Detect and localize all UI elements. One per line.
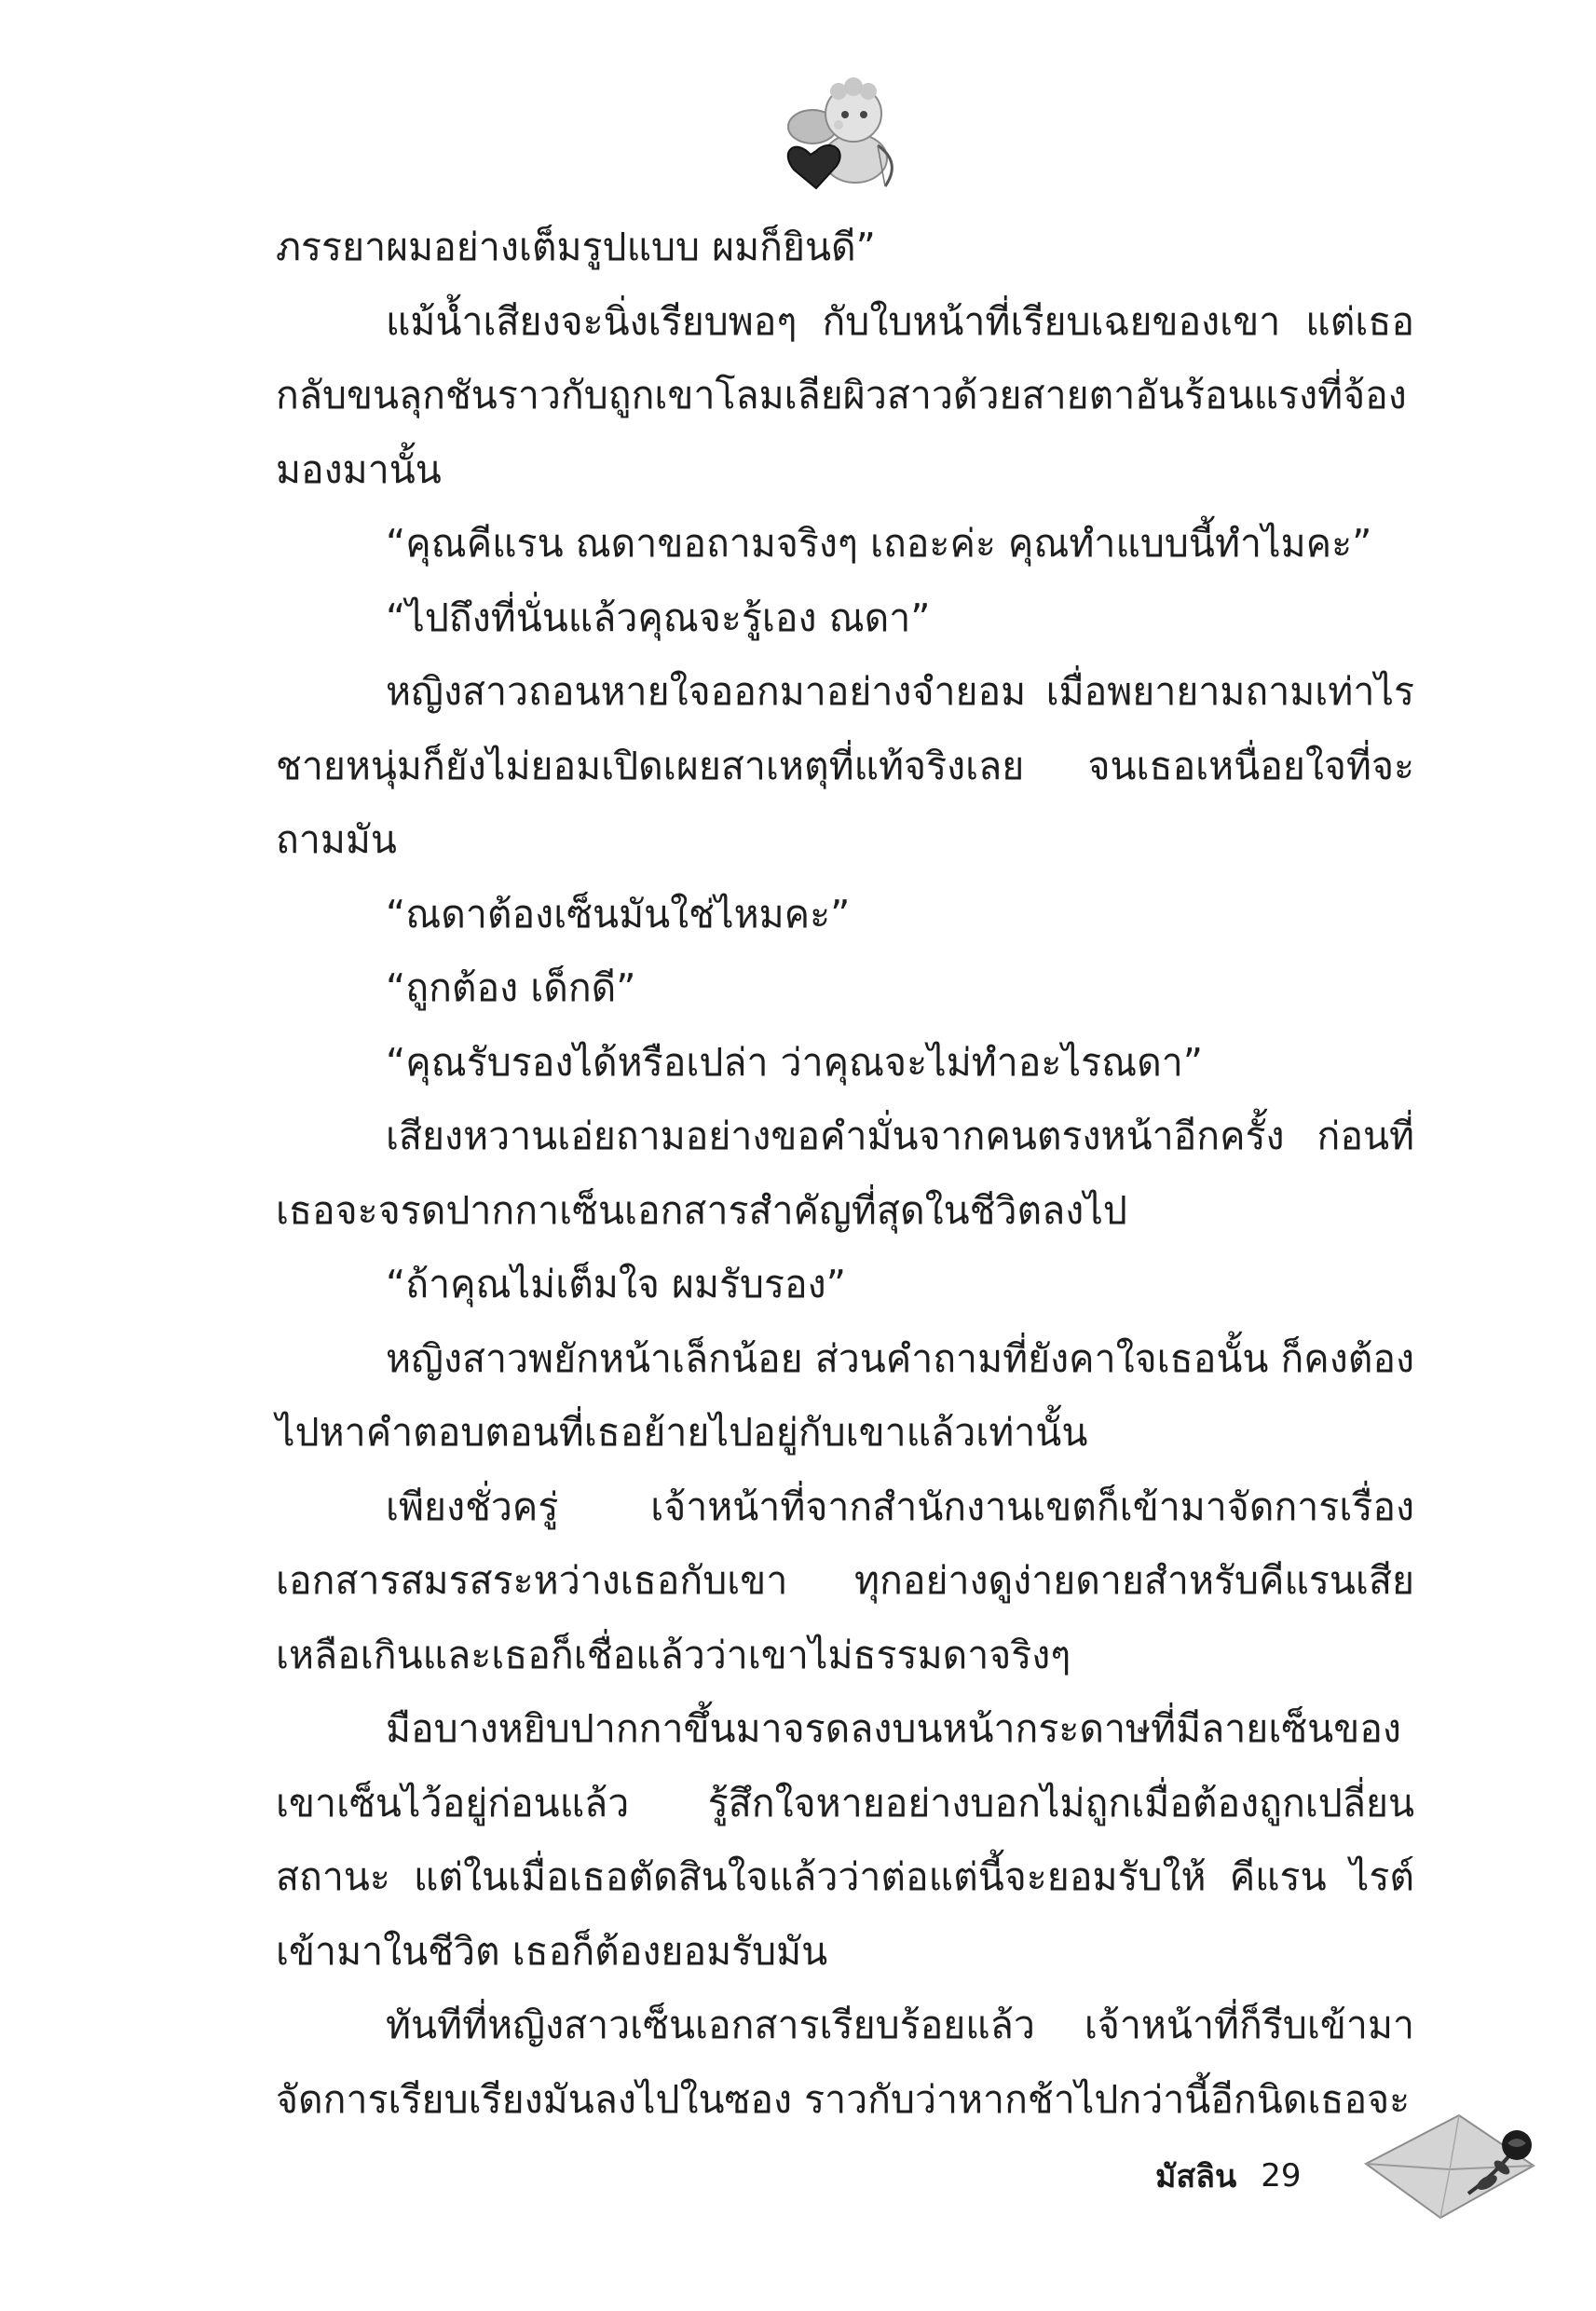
paragraph: หญิงสาวพยักหน้าเล็กน้อย ส่วนคำถามที่ยังคาใจเธอนั้น ก็คงต้องไปหาคำตอบตอนที่เธอย้ายไปอยู่กับเขาแล้วเท่านั้น [276,1335,1414,1455]
paragraph: “ณดาต้องเซ็นมันใช่ไหมคะ” [386,891,851,937]
paragraph: “คุณรับรองได้หรือเปล่า ว่าคุณจะไม่ทำอะไรณดา” [386,1039,1204,1085]
paragraph: “ถูกต้อง เด็กดี” [386,965,636,1010]
footer-author: มัสลิน [1155,2158,1237,2195]
paragraph: ภรรยาผมอย่างเต็มรูปแบบ ผมก็ยินดี” [276,225,876,269]
page-footer [1155,2148,1302,2204]
paragraph: “ถ้าคุณไม่เต็มใจ ผมรับรอง” [386,1262,846,1306]
paragraph: เสียงหวานเอ่ยถามอย่างขอคำมั่นจากคนตรงหน้าอีกครั้ง ก่อนที่เธอจะจรดปากกาเซ็นเอกสารสำคัญที่สุดในชีวิตลงไป [276,1114,1414,1233]
paragraph: เพียงชั่วครู่ เจ้าหน้าที่จากสำนักงานเขตก็เข้ามาจัดการเรื่องเอกสารสมรสระหว่างเธอกับเขา ทุกอย่างดูง่ายดายสำหรับคีแรนเสียเหลือเกินและเธอก็เชื่อแล้วว่าเขาไม่ธรรมดาจริงๆ [276,1484,1414,1677]
page-number: 29 [1261,2157,1302,2195]
cupid-with-heart-icon [773,73,913,194]
envelope-with-rose-icon [1357,2108,1543,2229]
paragraph: “คุณคีแรน ณดาขอถามจริงๆ เถอะค่ะ คุณทำแบบนี้ทำไมคะ” [386,521,1372,566]
paragraph: แม้น้ำเสียงจะนิ่งเรียบพอๆ กับใบหน้าที่เรียบเฉยของเขา แต่เธอกลับขนลุกชันราวกับถูกเขาโลมเลียผิวสาวด้วยสายตาอันร้อนแรงที่จ้องมองมานั้น [276,298,1414,492]
paragraph: มือบางหยิบปากกาขึ้นมาจรดลงบนหน้ากระดาษที่มีลายเซ็นของเขาเซ็นไว้อยู่ก่อนแล้ว รู้สึกใจหายอย่างบอกไม่ถูกเมื่อต้องถูกเปลี่ยนสถานะ แต่ในเมื่อเธอตัดสินใจแล้วว่าต่อแต่นี้จะยอมรับให้ คีแรน ไรต์เข้ามาในชีวิต เธอก็ต้องยอมรับมัน [276,1706,1414,1974]
paragraph: “ไปถึงที่นั่นแล้วคุณจะรู้เอง ณดา” [386,595,931,640]
paragraph: หญิงสาวถอนหายใจออกมาอย่างจำยอม เมื่อพยายามถามเท่าไรชายหนุ่มก็ยังไม่ยอมเปิดเผยสาเหตุที่แท้จริงเลย จนเธอเหนื่อยใจที่จะถามมัน [276,669,1414,862]
paragraph: ทันทีที่หญิงสาวเซ็นเอกสารเรียบร้อยแล้ว เจ้าหน้าที่ก็รีบเข้ามาจัดการเรียบเรียงมันลงไปในซอง ราวกับว่าหากช้าไปกว่านี้อีกนิดเธอจะ [276,2003,1414,2122]
body-text [276,211,1414,2137]
